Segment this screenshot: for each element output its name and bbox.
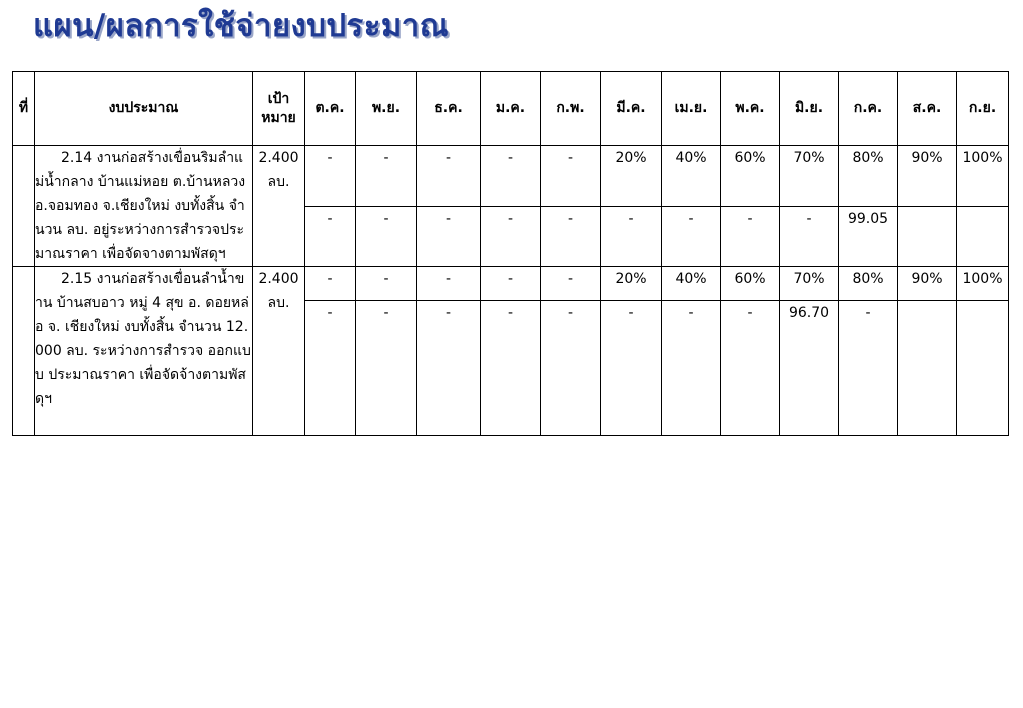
actual-cell: - xyxy=(356,206,417,267)
plan-cell: - xyxy=(305,146,356,207)
plan-cell: 90% xyxy=(898,146,957,207)
actual-cell: - xyxy=(721,301,780,436)
header-month: ก.พ. xyxy=(541,72,601,146)
plan-cell: 100% xyxy=(957,267,1009,301)
actual-cell xyxy=(957,301,1009,436)
actual-cell: - xyxy=(662,301,721,436)
actual-cell xyxy=(898,301,957,436)
actual-cell: 96.70 xyxy=(780,301,839,436)
plan-cell: - xyxy=(541,146,601,207)
plan-cell: - xyxy=(356,146,417,207)
project-target: 2.400 ลบ. xyxy=(253,146,305,267)
project-target: 2.400 ลบ. xyxy=(253,267,305,436)
plan-cell: - xyxy=(541,267,601,301)
actual-cell: - xyxy=(601,301,662,436)
project-description: 2.15 งานก่อสร้างเขื่อนลำน้ำขาน บ้านสบอาว หมู่ 4 สุข อ. ดอยหล่อ จ. เชียงใหม่ งบทั้งสิ้น จำนวน 12.000 ลบ. ระหว่างการสำรวจ ออกแบบ ประมาณราคา เพื่อจัดจ้างตามพัสดุฯ xyxy=(35,267,253,436)
header-month: เม.ย. xyxy=(662,72,721,146)
project-description: 2.14 งานก่อสร้างเขื่อนริมลำแม่น้ำกลาง บ้านแม่หอย ต.บ้านหลวง อ.จอมทอง จ.เชียงใหม่ งบทั้งสิ้น จำนวน ลบ. อยู่ระหว่างการสำรวจประมาณราคา เพื่อจัดจางตามพัสดุฯ xyxy=(35,146,253,267)
actual-cell: - xyxy=(721,206,780,267)
actual-cell: - xyxy=(662,206,721,267)
actual-cell: - xyxy=(356,301,417,436)
header-month: ต.ค. xyxy=(305,72,356,146)
header-month: พ.ค. xyxy=(721,72,780,146)
plan-cell: - xyxy=(356,267,417,301)
plan-cell: 80% xyxy=(839,267,898,301)
plan-cell: 40% xyxy=(662,146,721,207)
plan-cell: 100% xyxy=(957,146,1009,207)
plan-cell: - xyxy=(417,146,481,207)
plan-row xyxy=(13,267,1009,301)
header-budget: งบประมาณ xyxy=(35,72,253,146)
plan-cell: - xyxy=(305,267,356,301)
plan-cell: 20% xyxy=(601,146,662,207)
plan-row xyxy=(13,146,1009,207)
page-title: แผน/ผลการใช้จ่ายงบประมาณ xyxy=(33,8,449,44)
plan-cell: - xyxy=(417,267,481,301)
actual-cell: - xyxy=(305,301,356,436)
header-month: ก.ค. xyxy=(839,72,898,146)
header-month: ธ.ค. xyxy=(417,72,481,146)
header-month: ก.ย. xyxy=(957,72,1009,146)
actual-cell: - xyxy=(541,206,601,267)
header-no: ที่ xyxy=(13,72,35,146)
plan-cell: 90% xyxy=(898,267,957,301)
row-number xyxy=(13,146,35,267)
actual-cell xyxy=(957,206,1009,267)
header-month: มิ.ย. xyxy=(780,72,839,146)
actual-cell: 99.05 xyxy=(839,206,898,267)
actual-cell: - xyxy=(541,301,601,436)
plan-cell: 80% xyxy=(839,146,898,207)
actual-cell: - xyxy=(417,206,481,267)
plan-cell: - xyxy=(481,267,541,301)
header-month: มี.ค. xyxy=(601,72,662,146)
plan-cell: 60% xyxy=(721,146,780,207)
actual-cell: - xyxy=(481,206,541,267)
actual-cell: - xyxy=(417,301,481,436)
plan-cell: 70% xyxy=(780,146,839,207)
plan-cell: 70% xyxy=(780,267,839,301)
header-month: ม.ค. xyxy=(481,72,541,146)
header-target: เป้า หมาย xyxy=(253,72,305,146)
actual-cell: - xyxy=(481,301,541,436)
plan-cell: - xyxy=(481,146,541,207)
actual-cell: - xyxy=(305,206,356,267)
plan-cell: 40% xyxy=(662,267,721,301)
budget-table xyxy=(12,71,1009,436)
actual-cell: - xyxy=(601,206,662,267)
row-number xyxy=(13,267,35,436)
header-row xyxy=(13,72,1009,146)
plan-cell: 60% xyxy=(721,267,780,301)
header-month: พ.ย. xyxy=(356,72,417,146)
actual-cell xyxy=(898,206,957,267)
header-month: ส.ค. xyxy=(898,72,957,146)
plan-cell: 20% xyxy=(601,267,662,301)
actual-cell: - xyxy=(839,301,898,436)
actual-cell: - xyxy=(780,206,839,267)
